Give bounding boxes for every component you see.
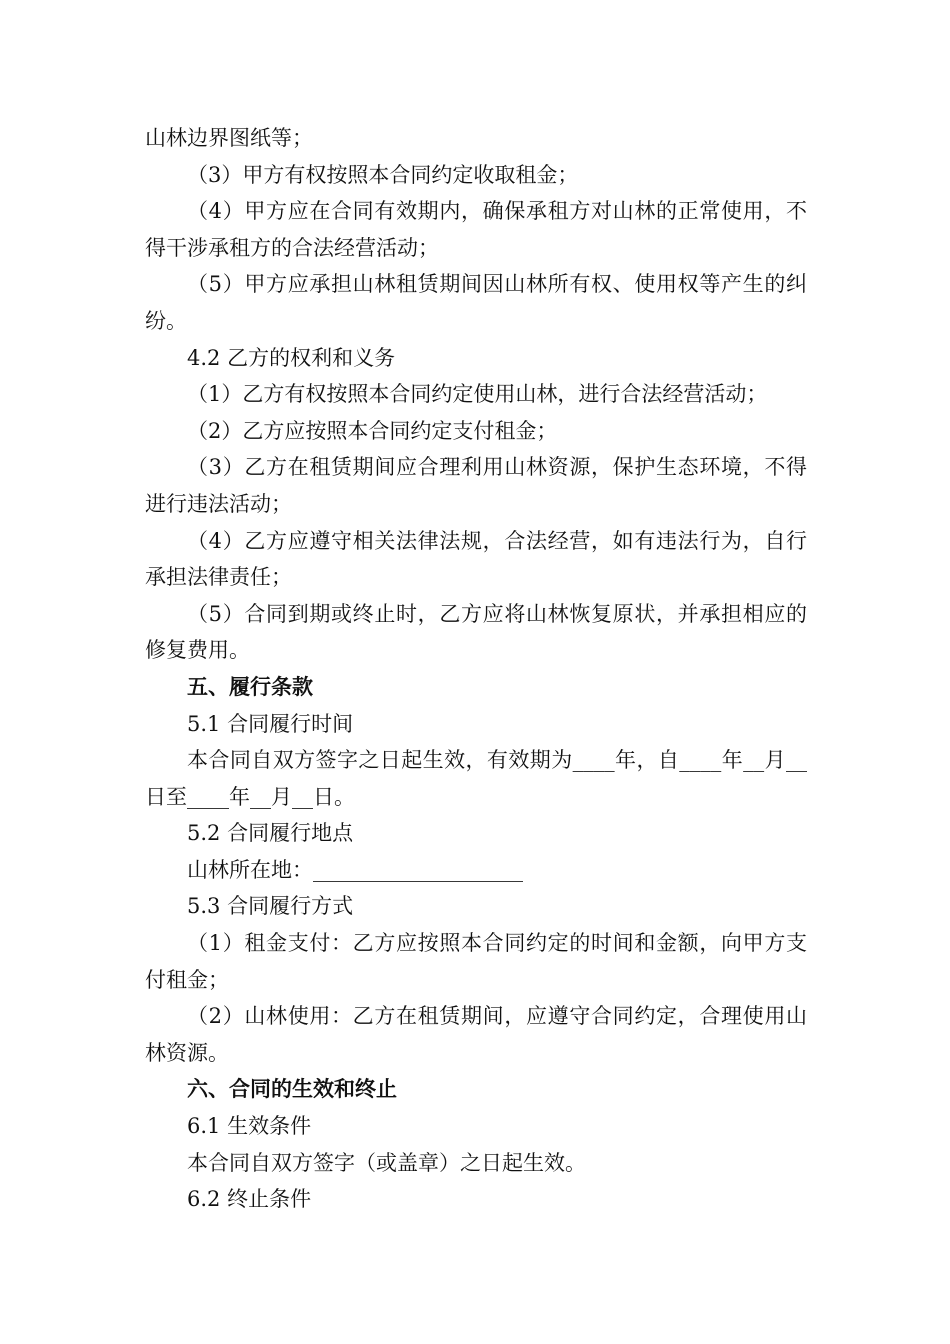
section-heading-5-2: 5.2 合同履行地点 <box>187 821 354 846</box>
paragraph-party-a-ensure-use: （4）甲方应在合同有效期内，确保承租方对山林的正常使用，不得干涉承租方的合法经营活动； <box>145 199 807 260</box>
paragraph-forest-use: （2）山林使用：乙方在租赁期间，应遵守合同约定，合理使用山林资源。 <box>145 1004 807 1065</box>
section-heading-4-2: 4.2 乙方的权利和义务 <box>187 345 396 370</box>
paragraph-party-b-pay: （2）乙方应按照本合同约定支付租金； <box>187 418 558 443</box>
paragraph-effective-condition: 本合同自双方签字（或盖章）之日起生效。 <box>187 1150 586 1175</box>
paragraph-party-a-disputes: （5）甲方应承担山林租赁期间因山林所有权、使用权等产生的纠纷。 <box>145 272 807 333</box>
section-heading-5-3: 5.3 合同履行方式 <box>187 894 354 919</box>
chapter-heading-6: 六、合同的生效和终止 <box>187 1076 397 1102</box>
paragraph-forest-location: 山林所在地：____________________ <box>187 857 523 882</box>
paragraph-rent-payment: （1）租金支付：乙方应按照本合同约定的时间和金额，向甲方支付租金； <box>145 931 807 992</box>
paragraph-party-b-restore: （5）合同到期或终止时，乙方应将山林恢复原状，并承担相应的修复费用。 <box>145 601 807 663</box>
paragraph-party-b-resources: （3）乙方在租赁期间应合理利用山林资源，保护生态环境，不得进行违法活动； <box>145 455 807 516</box>
section-heading-6-2: 6.2 终止条件 <box>187 1187 312 1212</box>
chapter-heading-5: 五、履行条款 <box>187 673 313 699</box>
paragraph-party-b-use: （1）乙方有权按照本合同约定使用山林，进行合法经营活动； <box>187 382 768 407</box>
section-heading-6-1: 6.1 生效条件 <box>187 1114 312 1139</box>
section-heading-5-1: 5.1 合同履行时间 <box>187 711 354 736</box>
paragraph-party-b-law: （4）乙方应遵守相关法律法规，合法经营，如有违法行为，自行承担法律责任； <box>145 528 807 590</box>
paragraph-party-a-rent: （3）甲方有权按照本合同约定收取租金； <box>187 162 579 187</box>
document-body <box>145 120 807 1218</box>
paragraph-boundary-drawings: 山林边界图纸等； <box>145 126 313 150</box>
paragraph-contract-period: 本合同自双方签字之日起生效，有效期为____年，自____年__月__日至____年__月__日。 <box>145 748 807 809</box>
